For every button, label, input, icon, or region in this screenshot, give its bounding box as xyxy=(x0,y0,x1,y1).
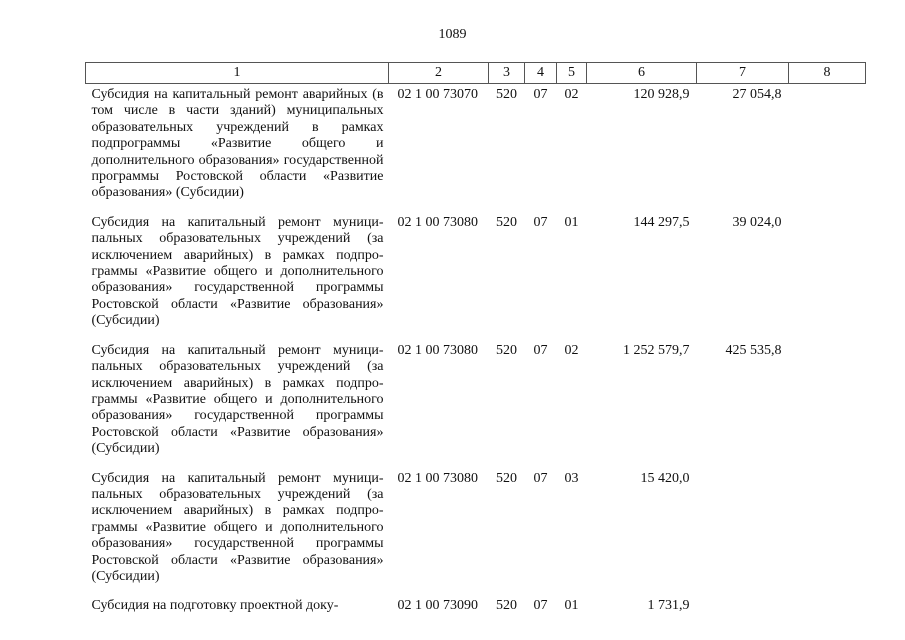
column-header-3: 3 xyxy=(489,63,525,84)
row-subsection: 02 xyxy=(564,342,579,358)
row-amount-8 xyxy=(789,595,866,624)
row-expense-type: 520 xyxy=(496,214,517,230)
row-amount-6: 120 928,9 xyxy=(633,87,690,102)
row-subsection: 03 xyxy=(564,470,579,486)
row-amount-8 xyxy=(789,84,866,212)
row-section: 07 xyxy=(533,598,548,614)
row-expense-type: 520 xyxy=(496,598,517,614)
row-target-code: 02 1 00 73090 xyxy=(397,598,478,614)
column-header-8: 8 xyxy=(789,63,866,84)
row-amount-7: 27 054,8 xyxy=(732,87,782,102)
column-header-4: 4 xyxy=(525,63,557,84)
table-row xyxy=(86,340,866,468)
row-amount-6: 1 731,9 xyxy=(647,598,690,614)
row-amount-7 xyxy=(697,468,789,596)
row-expense-type: 520 xyxy=(496,342,517,358)
row-name: Субсидия на капитальный ремонт муниципальных образовательных учреждений (за исключением аварийных) в рамках подпрограммы «Развитие общего и дополнительного образования» государственной программы Ростовской области «Развитие образования» (Субсидии) xyxy=(91,470,384,584)
row-amount-8 xyxy=(789,340,866,468)
column-header-6: 6 xyxy=(587,63,697,84)
row-section: 07 xyxy=(533,342,548,358)
row-amount-7 xyxy=(697,595,789,624)
table-row xyxy=(86,212,866,340)
row-expense-type: 520 xyxy=(496,470,517,486)
row-target-code: 02 1 00 73080 xyxy=(397,470,478,486)
row-amount-8 xyxy=(789,212,866,340)
row-section: 07 xyxy=(533,470,548,486)
column-header-7: 7 xyxy=(697,63,789,84)
row-name: Субсидия на капитальный ремонт муниципальных образовательных учреждений (за исключением аварийных) в рамках подпрограммы «Развитие общего и дополнительного образования» государственной программы Ростовской области «Развитие образования» (Субсидии) xyxy=(91,342,384,457)
row-subsection: 02 xyxy=(564,87,579,102)
table-row xyxy=(86,595,866,624)
row-amount-7: 425 535,8 xyxy=(725,342,782,358)
row-amount-8 xyxy=(789,468,866,596)
row-expense-type: 520 xyxy=(496,87,517,102)
column-header-2: 2 xyxy=(389,63,489,84)
budget-table xyxy=(85,62,866,625)
row-subsection: 01 xyxy=(564,214,579,230)
row-name: Субсидия на капитальный ремонт муниципальных образовательных учреждений (за исключением аварийных) в рамках подпрограммы «Развитие общего и дополнительного образования» государственной программы Ростовской области «Развитие образования» (Субсидии) xyxy=(91,214,384,329)
header-row xyxy=(86,63,866,84)
row-target-code: 02 1 00 73080 xyxy=(397,342,478,358)
row-name: Субсидия на подготовку проектной доку- xyxy=(91,598,339,614)
row-amount-6: 1 252 579,7 xyxy=(623,342,690,358)
column-header-1: 1 xyxy=(86,63,389,84)
row-target-code: 02 1 00 73070 xyxy=(397,87,478,102)
row-section: 07 xyxy=(533,214,548,230)
row-target-code: 02 1 00 73080 xyxy=(397,214,478,230)
page-number: 1089 xyxy=(438,27,467,42)
column-header-5: 5 xyxy=(557,63,587,84)
row-amount-6: 144 297,5 xyxy=(633,214,690,230)
row-amount-7: 39 024,0 xyxy=(732,214,782,230)
row-subsection: 01 xyxy=(564,598,579,614)
table-row xyxy=(86,468,866,596)
row-name: Субсидия на капитальный ремонт аварийных (в том числе в части зданий) муниципальных образовательных учреждений в рамках подпрограммы «Развитие общего и дополнительного образования» государственной программы Ростовской области «Развитие образования» (Субсидии) xyxy=(91,87,384,201)
table-row xyxy=(86,84,866,212)
row-section: 07 xyxy=(533,87,548,102)
row-amount-6: 15 420,0 xyxy=(640,470,690,486)
